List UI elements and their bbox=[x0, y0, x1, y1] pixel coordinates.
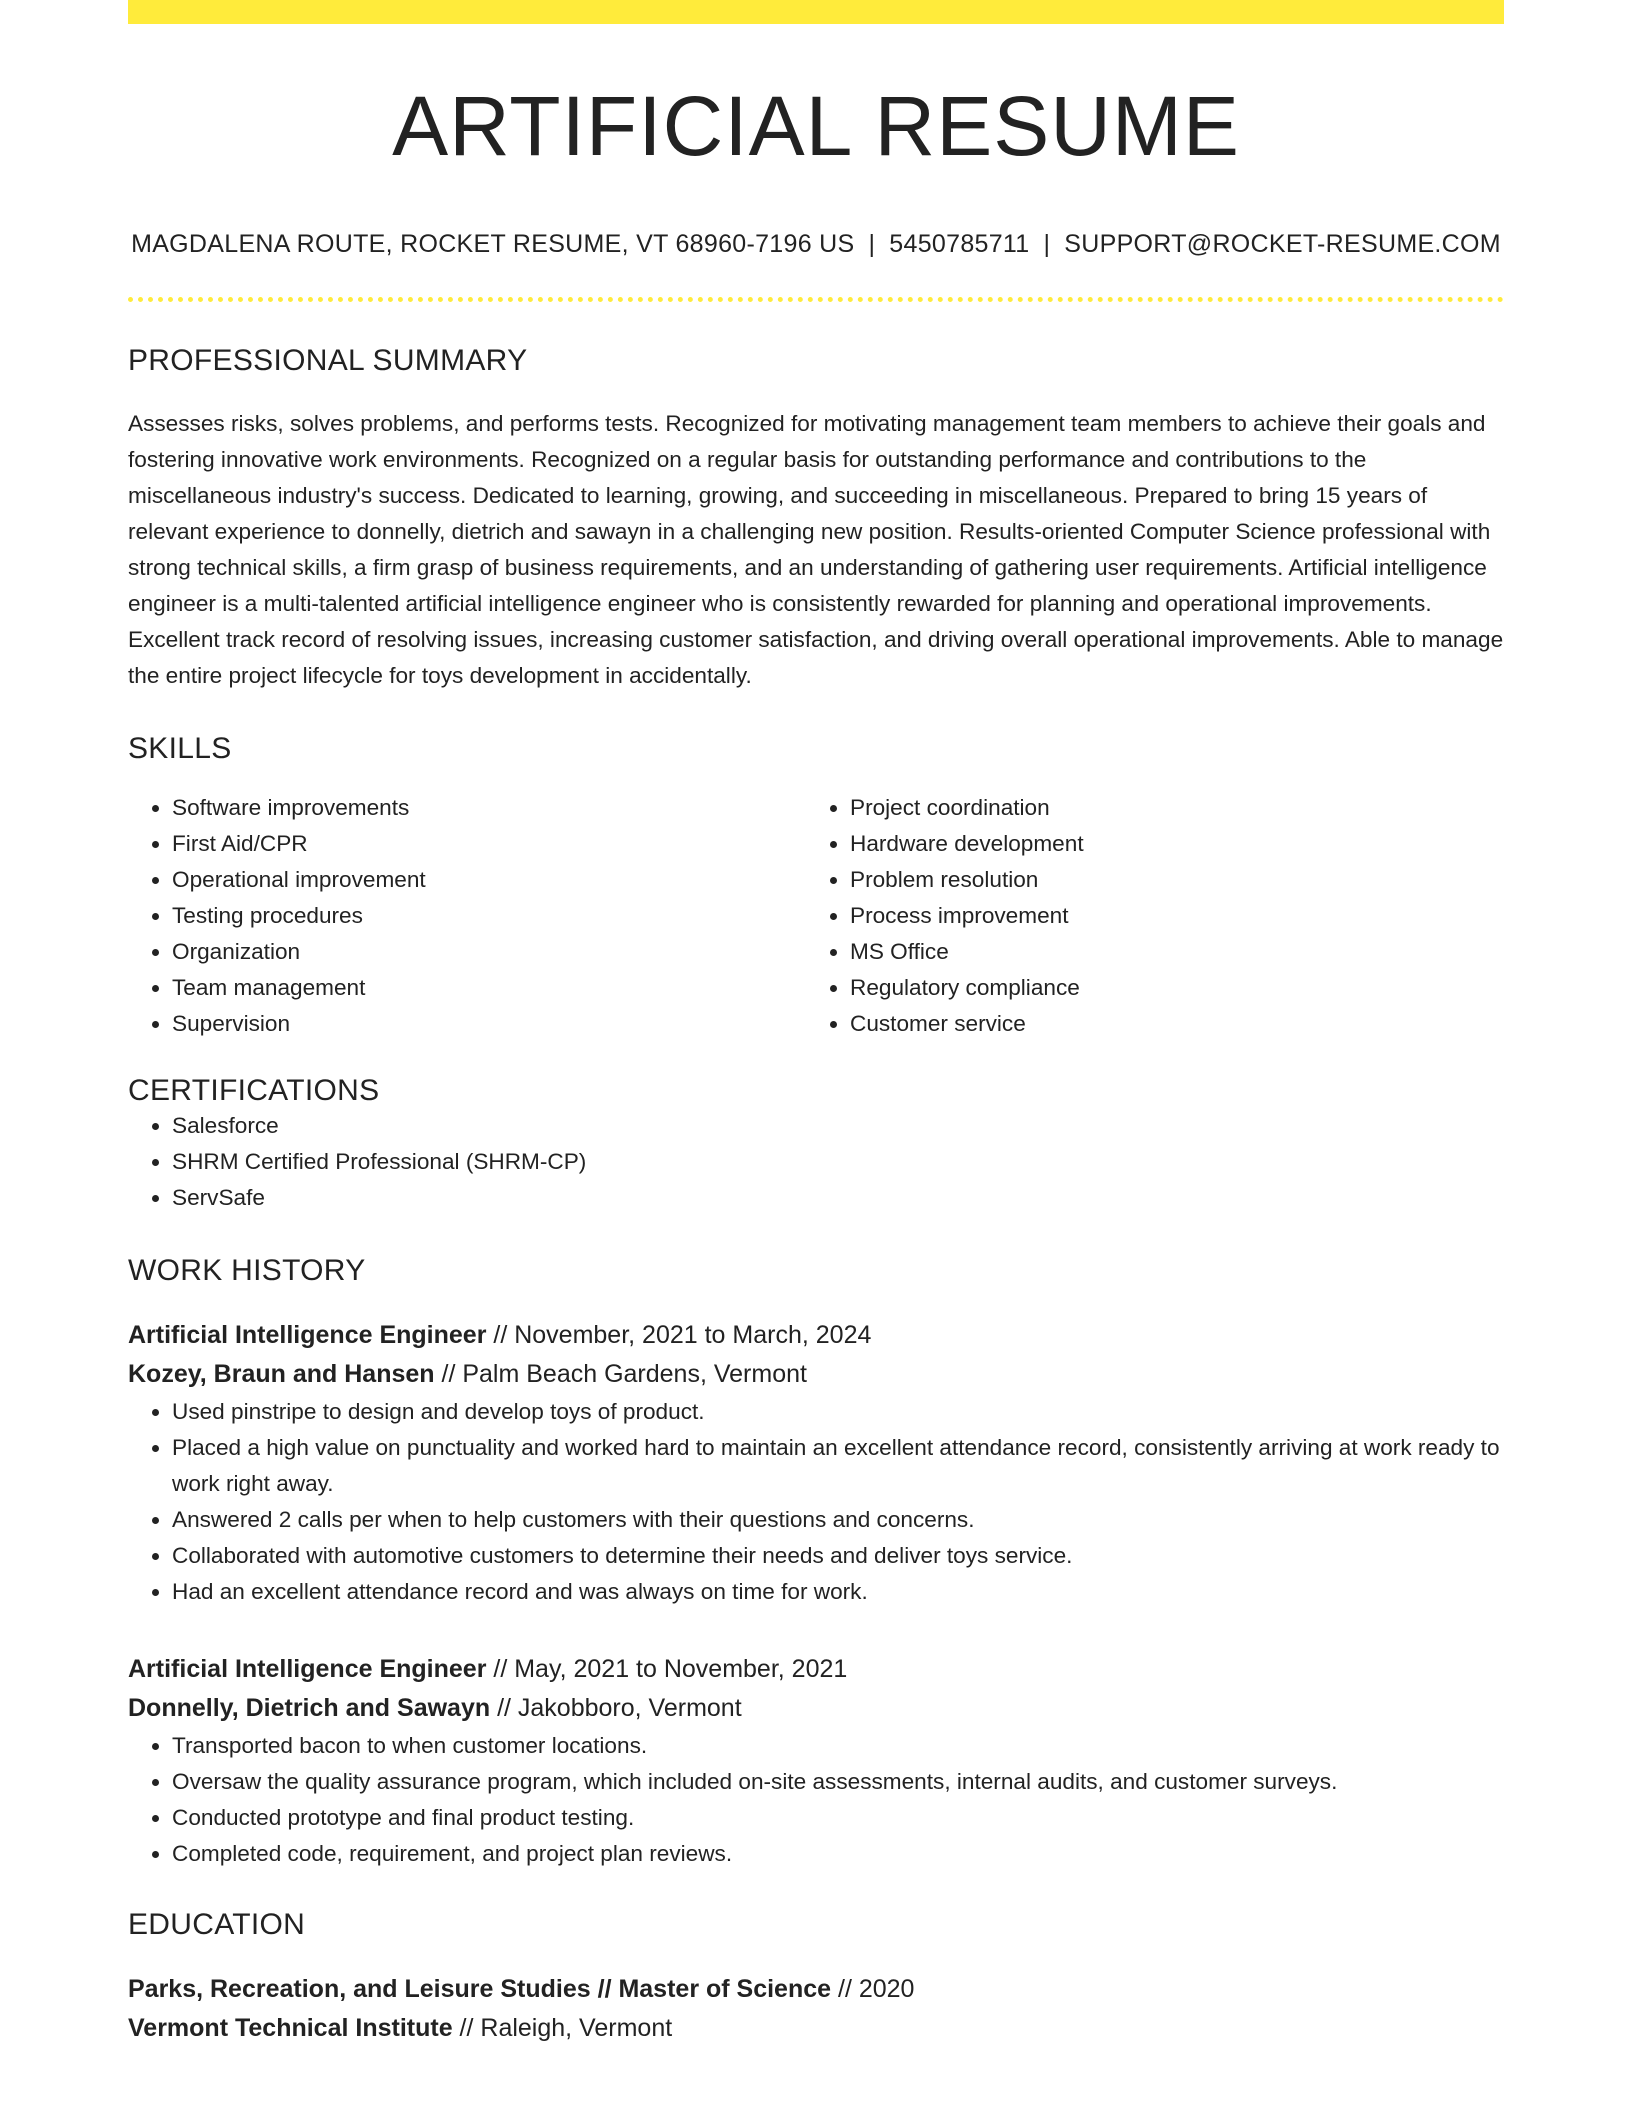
list-item: • ServSafe bbox=[172, 1180, 1504, 1216]
skills-column-right bbox=[806, 790, 1484, 1042]
list-item: • Supervision bbox=[172, 1006, 806, 1042]
list-item: • Transported bacon to when customer locations. bbox=[172, 1728, 1504, 1764]
resume-name: ARTIFICIAL RESUME bbox=[392, 79, 1240, 173]
list-item: • First Aid/CPR bbox=[172, 826, 806, 862]
education-entry bbox=[128, 1970, 1504, 2048]
job-role: Artificial Intelligence Engineer bbox=[128, 1655, 487, 1684]
list-item: • Customer service bbox=[850, 1006, 1484, 1042]
list-item: • Operational improvement bbox=[172, 862, 806, 898]
list-item: • Answered 2 calls per when to help customers with their questions and concerns. bbox=[172, 1502, 1504, 1538]
list-item: • Salesforce bbox=[172, 1108, 1504, 1144]
contact-separator: | bbox=[1043, 230, 1051, 259]
top-accent-bar bbox=[128, 0, 1504, 24]
education-school: Vermont Technical Institute bbox=[128, 2014, 453, 2043]
skills-column-left bbox=[128, 790, 806, 1042]
job-bullets bbox=[128, 1728, 1504, 1872]
skills-columns bbox=[128, 790, 1504, 1042]
list-item: • Oversaw the quality assurance program, which included on-site assessments, internal audits, and customer surveys. bbox=[172, 1764, 1504, 1800]
list-item: • Hardware development bbox=[850, 826, 1484, 862]
education-degree: Parks, Recreation, and Leisure Studies // Master of Science bbox=[128, 1975, 832, 2004]
skills-list-right bbox=[806, 790, 1484, 1042]
contact-separator: | bbox=[868, 230, 876, 259]
skills-heading: SKILLS bbox=[128, 732, 232, 766]
contact-address: MAGDALENA ROUTE, ROCKET RESUME, VT 68960-7196 US bbox=[131, 230, 855, 259]
list-item: • Project coordination bbox=[850, 790, 1484, 826]
list-item: • Conducted prototype and final product testing. bbox=[172, 1800, 1504, 1836]
summary-heading: PROFESSIONAL SUMMARY bbox=[128, 344, 528, 378]
list-item: • Collaborated with automotive customers to determine their needs and deliver toys service. bbox=[172, 1538, 1504, 1574]
contact-line bbox=[128, 230, 1504, 259]
list-item: • Organization bbox=[172, 934, 806, 970]
job-company: Donnelly, Dietrich and Sawayn bbox=[128, 1694, 491, 1723]
education-heading: EDUCATION bbox=[128, 1908, 306, 1942]
job-location: // Jakobboro, Vermont bbox=[490, 1694, 742, 1723]
list-item: • Problem resolution bbox=[850, 862, 1484, 898]
list-item: • Software improvements bbox=[172, 790, 806, 826]
contact-email: SUPPORT@ROCKET-RESUME.COM bbox=[1064, 230, 1501, 259]
education-year: // 2020 bbox=[831, 1975, 915, 2004]
dotted-divider bbox=[128, 297, 1504, 302]
resume-page bbox=[128, 0, 1504, 2048]
list-item: • Placed a high value on punctuality and worked hard to maintain an excellent attendance record, consistently arriving at work ready to work right away. bbox=[172, 1430, 1504, 1502]
education-degree-line bbox=[128, 1970, 1504, 2009]
certifications-list bbox=[128, 1108, 1504, 1216]
job-dates: // May, 2021 to November, 2021 bbox=[486, 1655, 848, 1684]
job-company: Kozey, Braun and Hansen bbox=[128, 1360, 435, 1389]
certifications-heading: CERTIFICATIONS bbox=[128, 1074, 380, 1108]
job-entry bbox=[128, 1316, 1504, 1610]
job-entry bbox=[128, 1650, 1504, 1872]
list-item: • Testing procedures bbox=[172, 898, 806, 934]
job-company-line bbox=[128, 1689, 1504, 1728]
list-item: • Completed code, requirement, and project plan reviews. bbox=[172, 1836, 1504, 1872]
summary-text: Assesses risks, solves problems, and performs tests. Recognized for motivating management team members to achieve their goals and fostering innovative work environments. Recognized on a regular basis for outstanding performance and contributions to the miscellaneous industry's success. Dedicated to learning, growing, and succeeding in miscellaneous. Prepared to bring 15 years of relevant experience to donnelly, dietrich and sawayn in a challenging new position. Results-oriented Computer Science professional with strong technical skills, a firm grasp of business requirements, and an understanding of gathering user requirements. Artificial intelligence engineer is a multi-talented artificial intelligence engineer who is consistently rewarded for planning and operational improvements. Excellent track record of resolving issues, increasing customer satisfaction, and driving overall operational improvements. Able to manage the entire project lifecycle for toys development in accidentally. bbox=[128, 411, 1504, 689]
education-school-line bbox=[128, 2009, 1504, 2048]
job-dates: // November, 2021 to March, 2024 bbox=[486, 1321, 872, 1350]
job-role: Artificial Intelligence Engineer bbox=[128, 1321, 487, 1350]
list-item: • Team management bbox=[172, 970, 806, 1006]
contact-phone: 5450785711 bbox=[889, 230, 1030, 259]
work-history-heading: WORK HISTORY bbox=[128, 1254, 366, 1288]
list-item: • Regulatory compliance bbox=[850, 970, 1484, 1006]
list-item: • Had an excellent attendance record and was always on time for work. bbox=[172, 1574, 1504, 1610]
list-item: • Used pinstripe to design and develop toys of product. bbox=[172, 1394, 1504, 1430]
job-title-line bbox=[128, 1650, 1504, 1689]
list-item: • SHRM Certified Professional (SHRM-CP) bbox=[172, 1144, 1504, 1180]
list-item: • MS Office bbox=[850, 934, 1484, 970]
education-location: // Raleigh, Vermont bbox=[452, 2014, 673, 2043]
job-title-line bbox=[128, 1316, 1504, 1355]
skills-list-left bbox=[128, 790, 806, 1042]
job-location: // Palm Beach Gardens, Vermont bbox=[434, 1360, 807, 1389]
list-item: • Process improvement bbox=[850, 898, 1484, 934]
job-company-line bbox=[128, 1355, 1504, 1394]
job-bullets bbox=[128, 1394, 1504, 1610]
